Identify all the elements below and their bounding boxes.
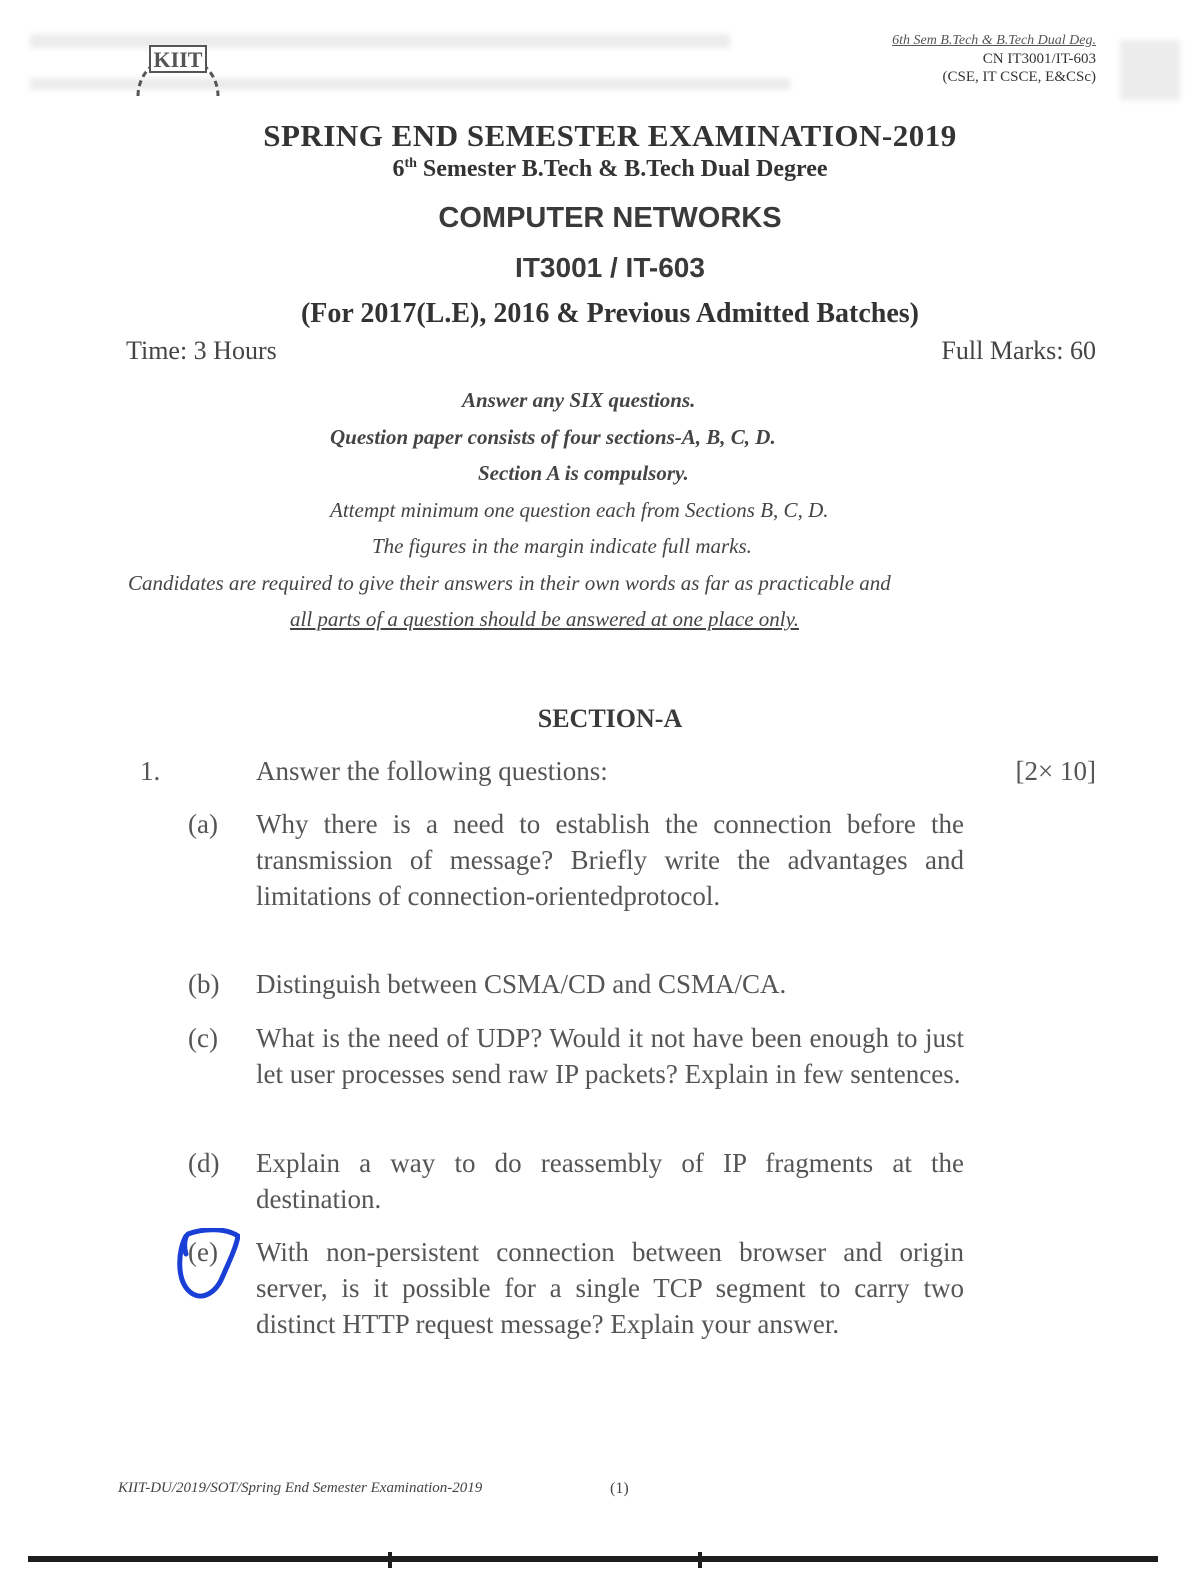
header-line-2: CN IT3001/IT-603 — [982, 51, 1096, 67]
course-code: IT3001 / IT-603 — [515, 252, 705, 283]
annotation-circle — [176, 1228, 240, 1304]
exam-title: SPRING END SEMESTER EXAMINATION-2019 — [263, 118, 957, 153]
logo-text: KIIT — [153, 47, 203, 72]
exam-semester — [0, 156, 1200, 183]
question-number: 1. — [140, 756, 161, 786]
part-text: Explain a way to do reassembly of IP fragments at the destination. — [256, 1148, 964, 1214]
footer-text: KIIT-DU/2019/SOT/Spring End Semester Examination-2019 — [118, 1480, 483, 1496]
batches-note: (For 2017(L.E), 2016 & Previous Admitted Batches) — [300, 298, 920, 329]
bottom-rule-tick — [698, 1552, 702, 1568]
instruction-line-3: Section A is compulsory. — [478, 461, 689, 485]
part-label: (a) — [188, 809, 218, 839]
semester-sup: th — [404, 156, 417, 171]
header-line-1: 6th Sem B.Tech & B.Tech Dual Deg. — [892, 33, 1096, 48]
exam-time: Time: 3 Hours — [126, 336, 277, 365]
part-label: (d) — [188, 1148, 220, 1178]
section-heading: SECTION-A — [537, 704, 683, 733]
instruction-line-5: The figures in the margin indicate full marks. — [372, 534, 752, 558]
kiit-logo — [128, 40, 228, 112]
semester-ordinal: 6 — [392, 156, 405, 182]
part-label: (e) — [188, 1237, 218, 1267]
full-marks: Full Marks: 60 — [941, 336, 1096, 365]
instruction-line-2: Question paper consists of four sections-A, B, C, D. — [330, 425, 776, 449]
question-part-a — [188, 806, 964, 914]
instruction-line-6: Candidates are required to give their answers in their own words as far as practicable and — [128, 571, 891, 595]
question-marks: [2× 10] — [1015, 756, 1096, 786]
part-label: (b) — [188, 969, 220, 999]
part-label: (c) — [188, 1023, 218, 1053]
question-text: Answer the following questions: — [256, 756, 608, 786]
page-number: (1) — [610, 1480, 629, 1497]
part-text: Why there is a need to establish the connection before the transmission of message? Briefly write the advantages and limitations of connection-orientedprotocol. — [256, 809, 964, 911]
course-name: COMPUTER NETWORKS — [438, 202, 782, 234]
bottom-rule — [28, 1556, 1158, 1562]
question-part-d — [188, 1145, 964, 1217]
question-part-b — [188, 966, 964, 1002]
part-text: With non-persistent connection between browser and origin server, is it possible for a single TCP segment to carry two distinct HTTP request message? Explain your answer. — [256, 1237, 964, 1339]
part-text: Distinguish between CSMA/CD and CSMA/CA. — [256, 969, 787, 999]
instruction-line-1: Answer any SIX questions. — [462, 388, 696, 412]
header-course-info — [892, 32, 1096, 86]
semester-rest: Semester B.Tech & B.Tech Dual Degree — [416, 156, 828, 182]
scan-smudge — [1120, 40, 1180, 100]
header-line-3: (CSE, IT CSCE, E&CSc) — [942, 69, 1096, 85]
instruction-line-7: all parts of a question should be answered at one place only. — [290, 607, 800, 631]
instruction-line-4: Attempt minimum one question each from Sections B, C, D. — [330, 498, 829, 522]
part-text: What is the need of UDP? Would it not have been enough to just let user processes send raw IP packets? Explain in few sentences. — [256, 1023, 964, 1089]
question-part-c — [188, 1020, 964, 1092]
question-part-e — [188, 1234, 964, 1342]
bottom-rule-tick — [388, 1552, 392, 1568]
